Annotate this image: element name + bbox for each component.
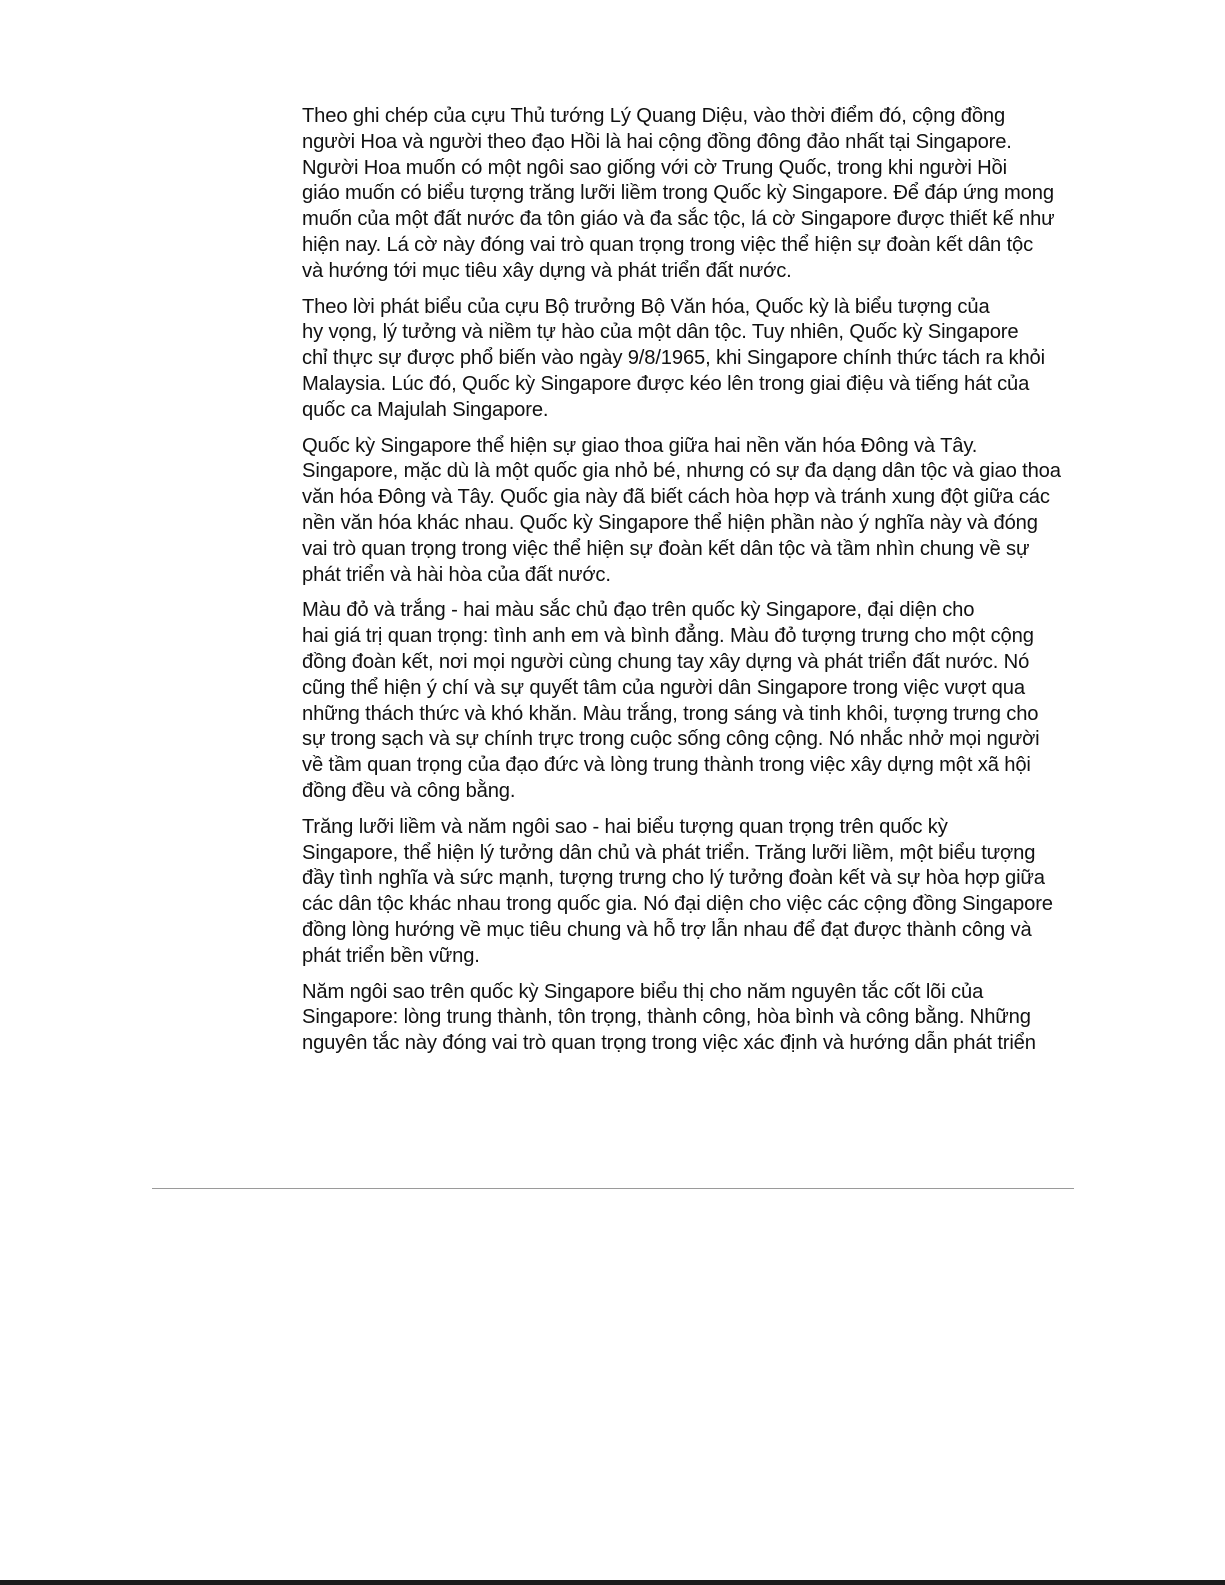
paragraph-line: Năm ngôi sao trên quốc kỳ Singapore biểu thị cho năm nguyên tắc cốt lõi của <box>302 980 984 1003</box>
paragraph-line: Singapore, thể hiện lý tưởng dân chủ và phát triển. Trăng lưỡi liềm, một biểu tượng <box>302 841 1036 864</box>
paragraph-line: cũng thể hiện ý chí và sự quyết tâm của người dân Singapore trong việc vượt qua <box>302 676 1025 699</box>
paragraph-line: quốc ca Majulah Singapore. <box>302 398 549 421</box>
paragraph-3 <box>259 434 1061 589</box>
paragraph-line: đồng đoàn kết, nơi mọi người cùng chung tay xây dựng và phát triển đất nước. Nó <box>302 650 1030 673</box>
paragraph-line: hy vọng, lý tưởng và niềm tự hào của một dân tộc. Tuy nhiên, Quốc kỳ Singapore <box>302 321 1019 344</box>
paragraph-line: muốn của một đất nước đa tôn giáo và đa sắc tộc, lá cờ Singapore được thiết kế như <box>302 208 1055 231</box>
paragraph-line: về tầm quan trọng của đạo đức và lòng trung thành trong việc xây dựng một xã hội <box>302 754 1031 777</box>
paragraph-line: Theo lời phát biểu của cựu Bộ trưởng Bộ Văn hóa, Quốc kỳ là biểu tượng của <box>302 295 990 318</box>
paragraph-5 <box>259 815 1053 970</box>
paragraph-line: đồng đều và công bằng. <box>302 779 516 802</box>
paragraph-line: chỉ thực sự được phổ biến vào ngày 9/8/1965, khi Singapore chính thức tách ra khỏi <box>302 347 1045 370</box>
paragraph-line: Màu đỏ và trắng - hai màu sắc chủ đạo trên quốc kỳ Singapore, đại diện cho <box>302 599 975 622</box>
paragraph-line: sự trong sạch và sự chính trực trong cuộc sống công cộng. Nó nhắc nhở mọi người <box>302 728 1040 751</box>
paragraph-line: phát triển bền vững. <box>302 944 480 967</box>
paragraph-line: Singapore, mặc dù là một quốc gia nhỏ bé, nhưng có sự đa dạng dân tộc và giao thoa <box>302 460 1061 483</box>
paragraph-line: Người Hoa muốn có một ngôi sao giống với cờ Trung Quốc, trong khi người Hồi <box>302 156 1007 179</box>
page-divider <box>152 1188 1074 1189</box>
paragraph-6 <box>259 980 1036 1057</box>
paragraph-4 <box>259 598 1040 804</box>
paragraph-line: đầy tình nghĩa và sức mạnh, tượng trưng cho lý tưởng đoàn kết và sự hòa hợp giữa <box>302 867 1045 890</box>
paragraph-line: Quốc kỳ Singapore thể hiện sự giao thoa giữa hai nền văn hóa Đông và Tây. <box>302 434 978 457</box>
paragraph-line: đồng lòng hướng về mục tiêu chung và hỗ trợ lẫn nhau để đạt được thành công và <box>302 918 1032 941</box>
paragraph-line: người Hoa và người theo đạo Hồi là hai cộng đồng đông đảo nhất tại Singapore. <box>302 130 1012 153</box>
paragraph-line: nền văn hóa khác nhau. Quốc kỳ Singapore thể hiện phần nào ý nghĩa này và đóng <box>302 511 1038 534</box>
paragraph-line: vai trò quan trọng trong việc thể hiện sự đoàn kết dân tộc và tầm nhìn chung về sự <box>302 537 1030 560</box>
paragraph-line: những thách thức và khó khăn. Màu trắng, trong sáng và tinh khôi, tượng trưng cho <box>302 702 1039 725</box>
paragraph-line: hiện nay. Lá cờ này đóng vai trò quan trọng trong việc thể hiện sự đoàn kết dân tộc <box>302 233 1034 256</box>
paragraph-line: Trăng lưỡi liềm và năm ngôi sao - hai biểu tượng quan trọng trên quốc kỳ <box>302 815 948 838</box>
bottom-edge <box>0 1580 1225 1585</box>
paragraph-2 <box>259 295 1045 424</box>
paragraph-line: Malaysia. Lúc đó, Quốc kỳ Singapore được kéo lên trong giai điệu và tiếng hát của <box>302 372 1030 395</box>
paragraph-line: và hướng tới mục tiêu xây dựng và phát triển đất nước. <box>302 259 792 282</box>
paragraph-line: hai giá trị quan trọng: tình anh em và bình đẳng. Màu đỏ tượng trưng cho một cộng <box>302 625 1034 648</box>
paragraph-line: Theo ghi chép của cựu Thủ tướng Lý Quang Diệu, vào thời điểm đó, cộng đồng <box>302 105 1006 127</box>
paragraph-line: phát triển và hài hòa của đất nước. <box>302 563 611 586</box>
paragraph-line: văn hóa Đông và Tây. Quốc gia này đã biết cách hòa hợp và tránh xung đột giữa các <box>302 486 1050 509</box>
paragraph-line: nguyên tắc này đóng vai trò quan trọng trong việc xác định và hướng dẫn phát triển <box>302 1032 1036 1055</box>
document-body <box>259 104 1061 1067</box>
paragraph-line: các dân tộc khác nhau trong quốc gia. Nó đại diện cho việc các cộng đồng Singapore <box>302 893 1053 916</box>
paragraph-line: giáo muốn có biểu tượng trăng lưỡi liềm trong Quốc kỳ Singapore. Để đáp ứng mong <box>302 182 1054 205</box>
paragraph-1 <box>259 104 1055 285</box>
paragraph-line: Singapore: lòng trung thành, tôn trọng, thành công, hòa bình và công bằng. Những <box>302 1006 1031 1029</box>
